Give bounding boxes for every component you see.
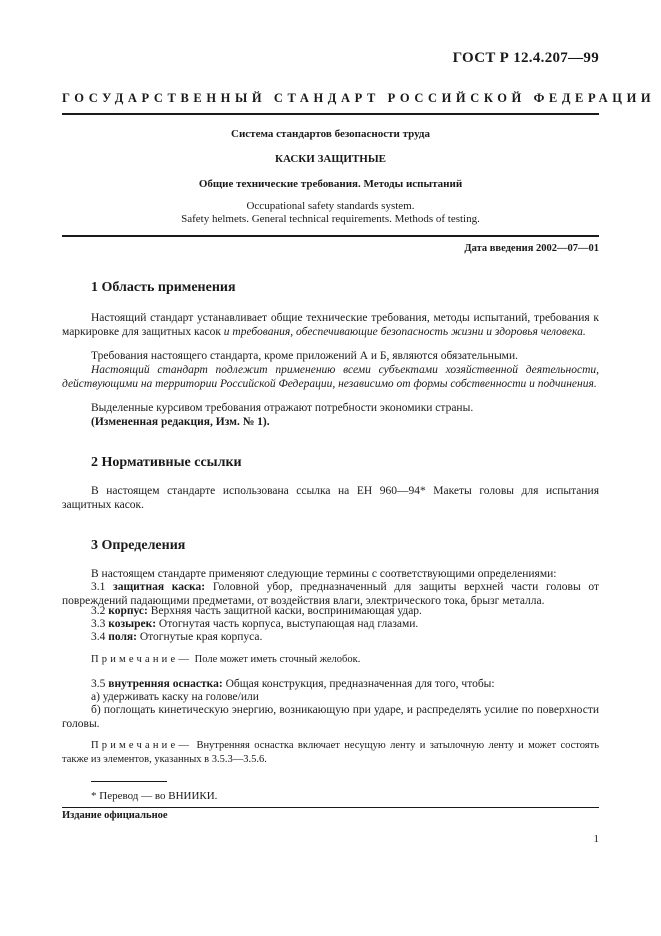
- definition-3-5-item-a: а) удерживать каску на голове/или: [91, 691, 259, 703]
- publication-rule: [62, 807, 599, 808]
- definition-3-5-text: Общая конструкция, предназначенная для того, чтобы:: [225, 678, 495, 690]
- definition-3-1-term: защитная каска:: [113, 581, 206, 593]
- title-rule: [62, 235, 599, 237]
- definition-3-3-term: козырек:: [108, 618, 157, 630]
- note-1-text: Поле может иметь сточный желобок.: [194, 654, 361, 665]
- note-1-label: Примечание—: [91, 654, 193, 665]
- definition-3-5-item-b: б) поглощать кинетическую энергию, возникающую при ударе, и распределять усилие по поверхности головы.: [62, 704, 599, 730]
- official-edition-label: Издание официальное: [62, 810, 168, 821]
- definition-3-5-term: внутренняя оснастка:: [108, 678, 223, 690]
- definition-3-2-text: Верхняя часть защитной каски, воспринимающая удар.: [150, 605, 422, 617]
- state-standard-banner: ГОСУДАРСТВЕННЫЙ СТАНДАРТ РОССИЙСКОЙ ФЕДЕРАЦИИ: [62, 91, 656, 105]
- definition-3-3: [91, 617, 599, 631]
- note-2-text: Внутренняя оснастка включает несущую ленту и затылочную ленту и может состоять также из элементов, указанных в 3.5.3—3.5.6.: [62, 740, 600, 765]
- section-1-p1-plain: Настоящий стандарт устанавливает общие технические требования, методы испытаний, требования к маркировке для защитных касок: [62, 312, 599, 338]
- note-2: [62, 739, 599, 767]
- definition-3-4: [91, 630, 599, 644]
- definition-3-3-text: Отогнутая часть корпуса, выступающая над глазами.: [158, 618, 419, 630]
- section-3-intro: В настоящем стандарте применяют следующие термины с соответствующими определениями:: [91, 568, 557, 580]
- note-2-label: Примечание—: [91, 740, 193, 751]
- definition-3-5-number: 3.5: [91, 678, 106, 690]
- section-1-paragraph-3: Настоящий стандарт подлежит применению всеми субъектами хозяйственной деятельности, действующими на территории Российской Федерации, независимо от формы собственности и подчинения.: [62, 364, 599, 390]
- note-1: [91, 653, 599, 667]
- introduction-date: Дата введения 2002—07—01: [464, 243, 599, 254]
- section-1-amendment: (Измененная редакция, Изм. № 1).: [91, 416, 270, 428]
- definition-3-5: [91, 677, 599, 691]
- english-title-line-2: Safety helmets. General technical requirements. Methods of testing.: [181, 213, 480, 225]
- main-title: КАСКИ ЗАЩИТНЫЕ: [274, 153, 386, 165]
- section-1-paragraph-2: Требования настоящего стандарта, кроме приложений А и Б, являются обязательными.: [91, 350, 518, 362]
- definition-3-4-text: Отогнутые края корпуса.: [139, 631, 263, 643]
- system-title: Система стандартов безопасности труда: [231, 128, 430, 140]
- definition-3-2: [91, 604, 599, 618]
- definition-3-4-term: поля:: [108, 631, 137, 643]
- definition-3-2-term: корпус:: [108, 605, 148, 617]
- section-3-heading: 3 Определения: [91, 538, 186, 553]
- header-rule: [62, 113, 599, 115]
- section-2-paragraph-1: В настоящем стандарте использована ссылка на ЕН 960—94* Макеты головы для испытания защитных касок.: [62, 485, 599, 511]
- section-2-heading: 2 Нормативные ссылки: [91, 455, 242, 470]
- footnote-rule: [91, 781, 167, 782]
- page-number: 1: [593, 833, 599, 845]
- sub-title: Общие технические требования. Методы испытаний: [198, 178, 463, 190]
- section-1-heading: 1 Область применения: [91, 280, 236, 295]
- section-1-paragraph-4: Выделенные курсивом требования отражают потребности экономики страны.: [91, 402, 474, 414]
- definition-3-2-number: 3.2: [91, 605, 106, 617]
- gost-number: ГОСТ Р 12.4.207—99: [452, 50, 599, 66]
- definition-3-1-number: 3.1: [91, 581, 106, 593]
- section-1-paragraph-1: [62, 311, 599, 339]
- english-title-line-1: Occupational safety standards system.: [246, 200, 415, 212]
- footnote: * Перевод — во ВНИИКИ.: [91, 790, 218, 802]
- definition-3-1-text: Головной убор, предназначенный для защиты верхней части головы от повреждений падающими предметами, от воздействия влаги, электрического тока, брызг металла.: [62, 581, 600, 607]
- section-1-p1-italic: и требования, обеспечивающие безопасность жизни и здоровья человека.: [223, 326, 586, 338]
- definition-3-3-number: 3.3: [91, 618, 106, 630]
- definition-3-4-number: 3.4: [91, 631, 106, 643]
